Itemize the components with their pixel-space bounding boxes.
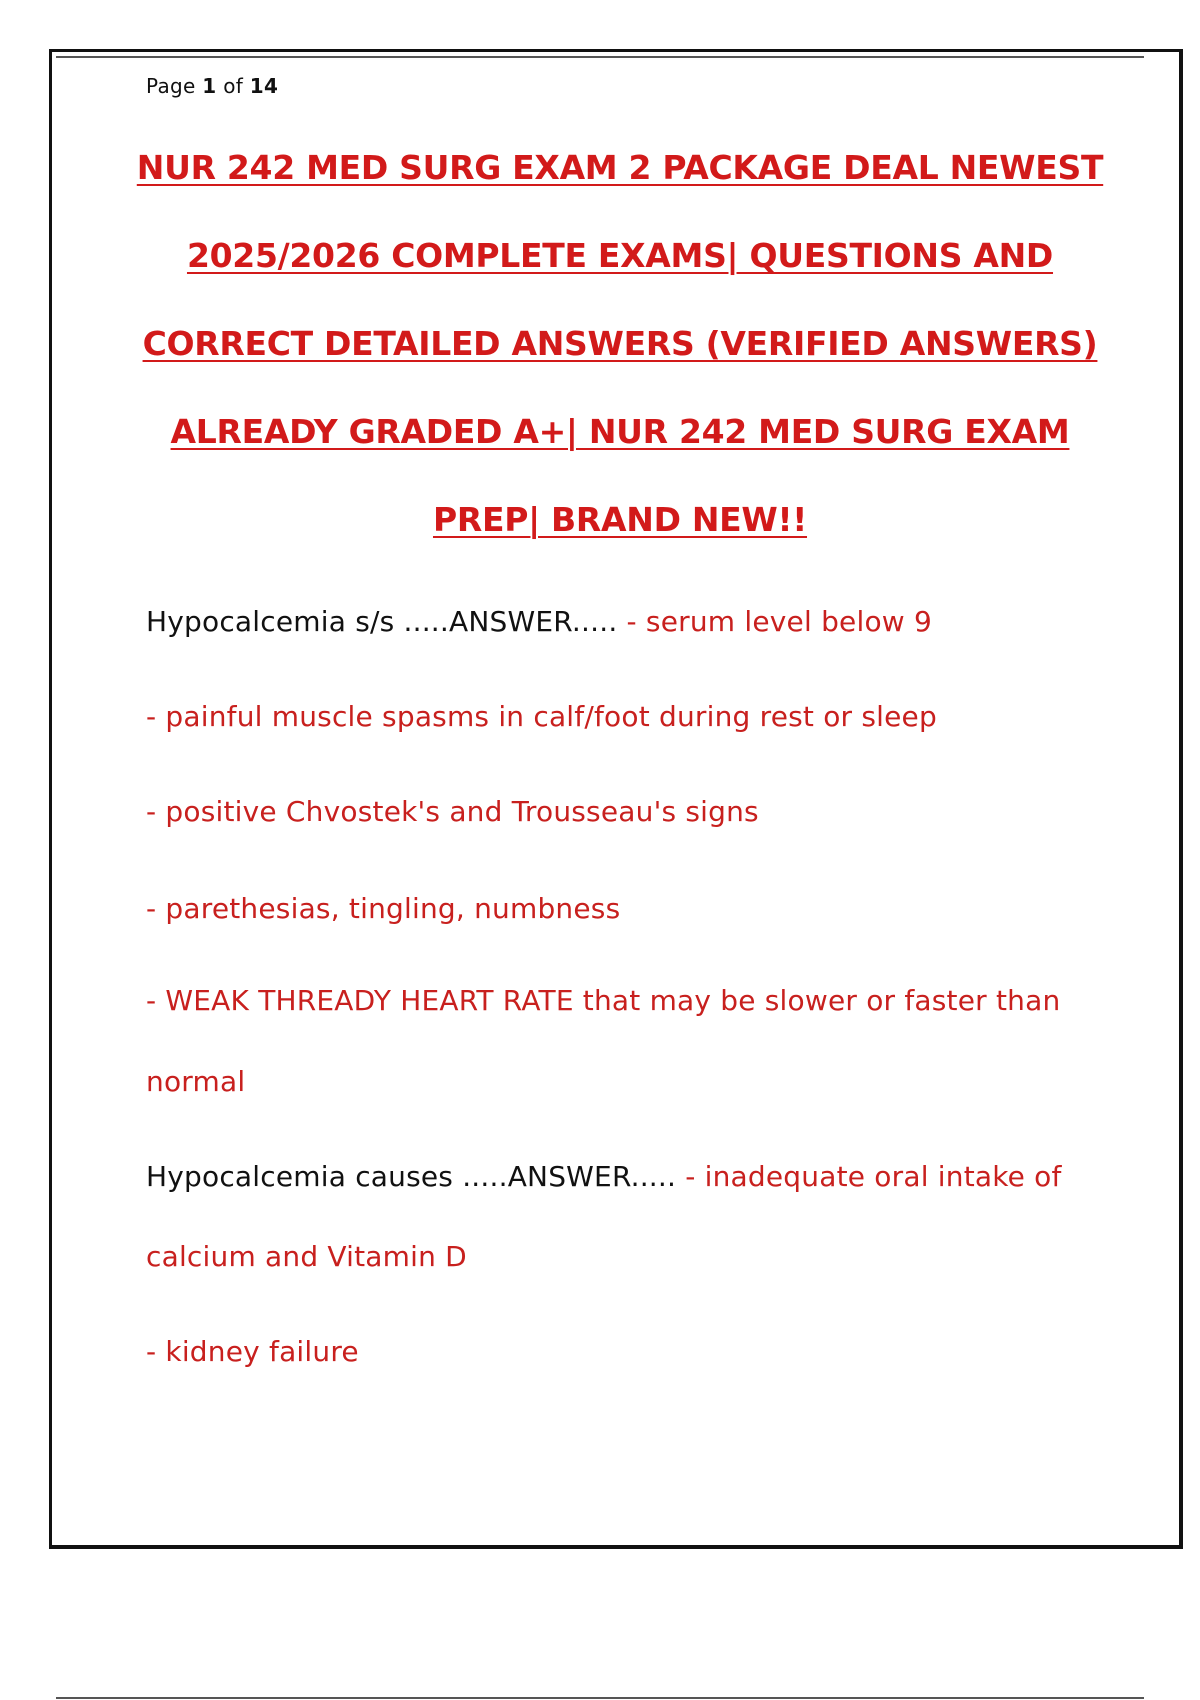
- answer-2-line-1: calcium and Vitamin D: [146, 1240, 467, 1273]
- question-1: [146, 605, 932, 638]
- answer-1-line-5: normal: [146, 1065, 246, 1098]
- document-title: [120, 140, 1120, 580]
- header-rule: [56, 56, 1144, 58]
- footer-rule: [56, 1697, 1144, 1699]
- page-current: 1: [202, 74, 217, 98]
- question-1-answer-lead: - serum level below 9: [626, 605, 932, 638]
- title-line-1: NUR 242 MED SURG EXAM 2 PACKAGE DEAL NEWEST: [136, 148, 1104, 187]
- answer-1-line-2: - positive Chvostek's and Trousseau's signs: [146, 795, 759, 828]
- title-line-4: ALREADY GRADED A+| NUR 242 MED SURG EXAM: [170, 412, 1070, 451]
- title-line-3: CORRECT DETAILED ANSWERS (VERIFIED ANSWERS): [142, 324, 1098, 363]
- title-line-2: 2025/2026 COMPLETE EXAMS| QUESTIONS AND: [186, 236, 1054, 275]
- answer-1-line-3: - parethesias, tingling, numbness: [146, 892, 621, 925]
- question-2: [146, 1160, 1062, 1193]
- question-1-prompt: Hypocalcemia s/s .....ANSWER.....: [146, 605, 618, 638]
- answer-1-line-4: - WEAK THREADY HEART RATE that may be slower or faster than: [146, 984, 1061, 1017]
- page-of: of: [223, 74, 244, 98]
- question-2-answer-lead: - inadequate oral intake of: [685, 1160, 1062, 1193]
- title-line-5: PREP| BRAND NEW!!: [432, 500, 808, 539]
- answer-2-line-2: - kidney failure: [146, 1335, 359, 1368]
- page-label: Page: [146, 74, 196, 98]
- page-total: 14: [249, 74, 279, 98]
- question-2-prompt: Hypocalcemia causes .....ANSWER.....: [146, 1160, 677, 1193]
- page-number: [146, 74, 278, 98]
- answer-1-line-1: - painful muscle spasms in calf/foot during rest or sleep: [146, 700, 937, 733]
